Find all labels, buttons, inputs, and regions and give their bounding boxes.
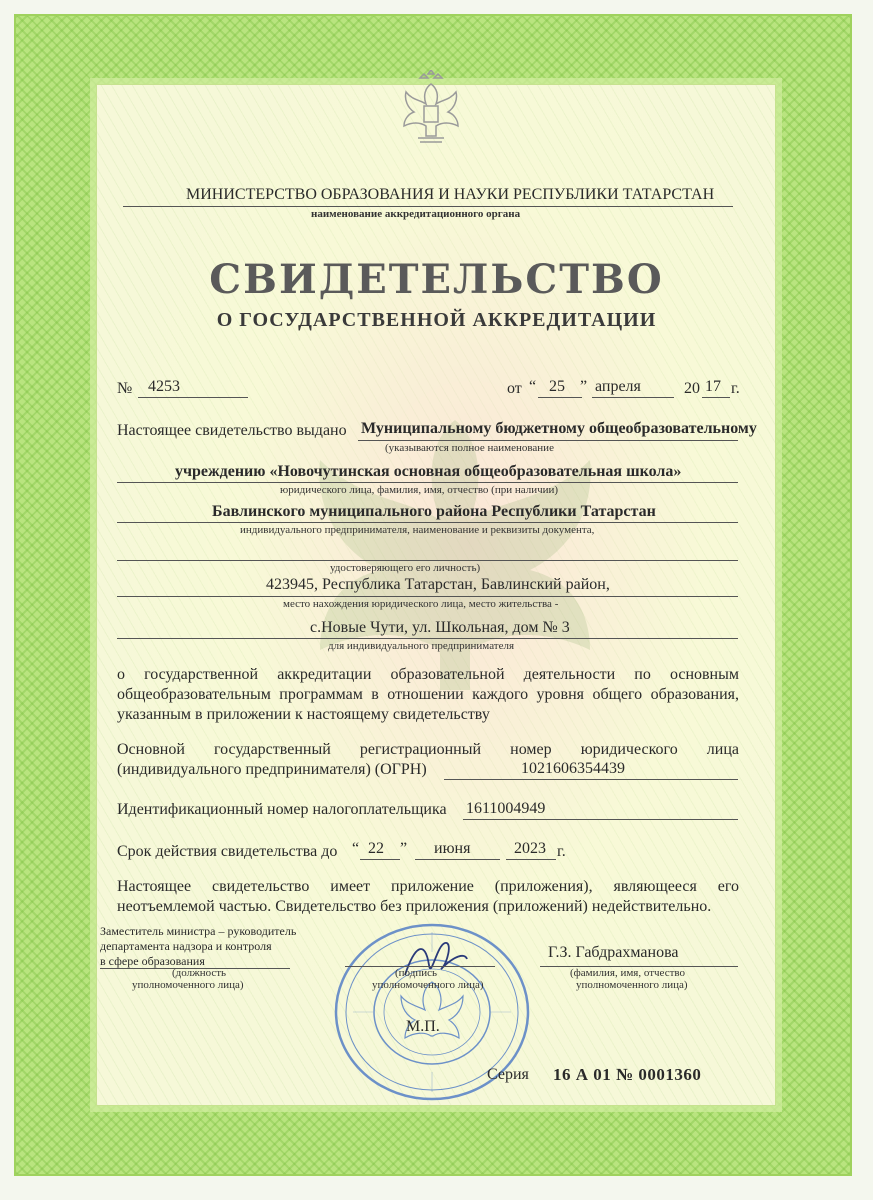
signatory-position-caption1: (должность: [172, 967, 227, 979]
series-label: Серия: [487, 1066, 529, 1083]
issued-name-line1: Муниципальному бюджетному общеобразовательному: [361, 420, 757, 437]
date-year-unit: г.: [731, 380, 740, 397]
issued-name-line3: Бавлинского муниципального района Республики Татарстан: [212, 503, 656, 520]
issued-caption6: для индивидуального предпринимателя: [328, 640, 515, 652]
issued-underline1: [358, 440, 738, 441]
issued-underline3: [117, 522, 738, 523]
validity-day: 22: [368, 840, 384, 857]
issued-caption2: юридического лица, фамилия, имя, отчество (при наличии): [280, 484, 559, 496]
date-year-underline: [702, 397, 730, 398]
issued-caption3: индивидуального предпринимателя, наименование и реквизиты документа,: [240, 524, 595, 536]
date-open-quote: “: [529, 378, 537, 395]
coat-of-arms-icon: [390, 70, 472, 150]
series-value: 16 А 01 № 0001360: [553, 1065, 702, 1084]
validity-open-quote: “: [352, 840, 360, 857]
authority-underline: [123, 206, 733, 207]
validity-day-underline: [360, 859, 400, 860]
date-day: 25: [549, 378, 565, 395]
signatory-name: Г.З. Габдрахманова: [548, 944, 679, 961]
certificate-title: СВИДЕТЕЛЬСТВО: [209, 256, 664, 303]
validity-label: Срок действия свидетельства до: [117, 843, 338, 860]
issued-label: Настоящее свидетельство выдано: [117, 422, 347, 439]
date-month-underline: [592, 397, 674, 398]
validity-close-quote: ”: [400, 840, 408, 857]
ogrn-value: 1021606354439: [521, 760, 625, 777]
authority-caption: наименование аккредитационного органа: [311, 208, 521, 220]
signature-caption2: уполномоченного лица): [372, 979, 484, 991]
date-year-prefix: 20: [684, 380, 700, 397]
certificate-number: 4253: [148, 378, 180, 395]
issued-underline5: [117, 596, 738, 597]
ogrn-underline: [444, 779, 738, 780]
signatory-name-caption1: (фамилия, имя, отчество: [570, 967, 686, 979]
issued-caption1: (указываются полное наименование: [385, 442, 554, 454]
certificate-subtitle: О ГОСУДАРСТВЕННОЙ АККРЕДИТАЦИИ: [216, 309, 657, 331]
number-label: №: [117, 380, 133, 397]
signatory-position-line1: Заместитель министра – руководитель: [100, 924, 297, 938]
issued-caption4: удостоверяющего его личность): [330, 562, 481, 574]
issued-underline4: [117, 560, 738, 561]
inn-underline: [463, 819, 738, 820]
validity-year-underline: [506, 859, 556, 860]
issued-address-line2: с.Новые Чути, ул. Школьная, дом № 3: [310, 619, 570, 636]
date-year-suffix: 17: [705, 378, 721, 395]
date-close-quote: ”: [580, 378, 588, 395]
signatory-name-caption2: уполномоченного лица): [576, 979, 688, 991]
stamp-place: М.П.: [406, 1018, 440, 1035]
ogrn-label-line1: Основной государственный регистрационный номер юридического лица: [117, 741, 739, 758]
validity-year: 2023: [514, 840, 546, 857]
inn-label: Идентификационный номер налогоплательщика: [117, 801, 447, 818]
validity-year-unit: г.: [557, 843, 566, 860]
issued-address-line1: 423945, Республика Татарстан, Бавлинский район,: [266, 576, 610, 593]
validity-month-underline: [415, 859, 500, 860]
signatory-position-caption2: уполномоченного лица): [132, 979, 244, 991]
inn-value: 1611004949: [466, 800, 546, 817]
signatory-position-line2: департамента надзора и контроля: [100, 939, 272, 953]
issued-name-line2: учреждению «Новочутинская основная общеобразовательная школа»: [175, 463, 682, 480]
date-month: апреля: [595, 378, 641, 395]
date-day-underline: [538, 397, 582, 398]
signature-caption1: (подпись: [395, 967, 438, 979]
appendix-text: Настоящее свидетельство имеет приложение (приложения), являющееся его неотъемлемой частью. Свидетельство без приложения (приложений) недействительно.: [117, 878, 739, 915]
number-underline: [138, 397, 248, 398]
date-prefix: от: [507, 380, 522, 397]
accreditation-text: о государственной аккредитации образовательной деятельности по основным общеобразовательным программам в отношении каждого уровня общего образования, указанным в приложении к настоящему свидетельству: [117, 666, 739, 723]
ogrn-label-line2: (индивидуального предпринимателя) (ОГРН): [117, 761, 427, 778]
signatory-position-line3: в сфере образования: [100, 954, 205, 968]
authority-name: МИНИСТЕРСТВО ОБРАЗОВАНИЯ И НАУКИ РЕСПУБЛИКИ ТАТАРСТАН: [186, 186, 715, 203]
issued-caption5: место нахождения юридического лица, место жительства -: [283, 598, 559, 610]
validity-month: июня: [434, 840, 471, 857]
issued-underline6: [117, 638, 738, 639]
issued-underline2: [117, 482, 738, 483]
